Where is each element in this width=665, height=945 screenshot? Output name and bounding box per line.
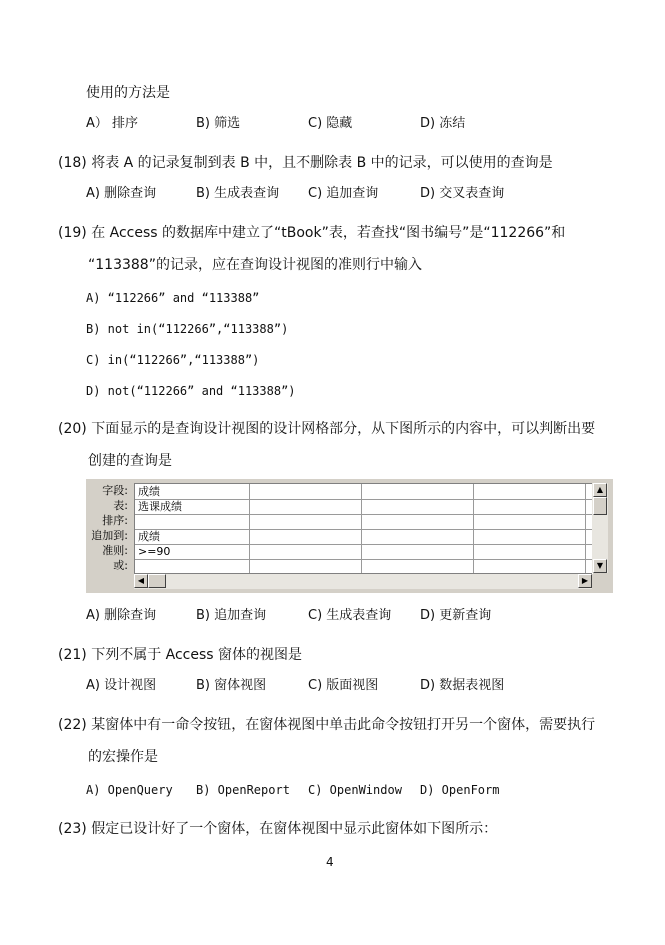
grid-cell[interactable] <box>474 559 586 574</box>
q19-option-c: C) in(“112266”,“113388”) <box>86 353 260 367</box>
q18-option-a: A) 删除查询 <box>86 186 157 201</box>
q18-option-b: B) 生成表查询 <box>196 186 280 201</box>
q22-question-line1: (22) 某窗体中有一命令按钮，在窗体视图中单击此命令按钮打开另一个窗体，需要执行 <box>58 717 596 733</box>
grid-row-sort <box>135 514 593 530</box>
q22-option-c: C) OpenWindow <box>308 783 402 797</box>
grid-cell[interactable] <box>250 544 362 559</box>
grid-cell[interactable] <box>362 484 474 499</box>
scroll-right-icon[interactable]: ▶ <box>578 574 592 588</box>
horizontal-scroll-thumb[interactable] <box>148 574 166 588</box>
q23-question: (23) 假定已设计好了一个窗体，在窗体视图中显示此窗体如下图所示： <box>58 821 498 837</box>
grid-label-criteria: 准则: <box>102 544 128 557</box>
q22-option-a: A) OpenQuery <box>86 783 173 797</box>
grid-cell[interactable] <box>474 544 586 559</box>
grid-cell[interactable] <box>362 499 474 514</box>
q20-option-d: D) 更新查询 <box>420 608 492 623</box>
q20-option-a: A) 删除查询 <box>86 608 157 623</box>
page-number: 4 <box>326 855 334 869</box>
q19-question-line2: “113388”的记录，应在查询设计视图的准则行中输入 <box>88 257 422 273</box>
grid-cell[interactable] <box>362 529 474 544</box>
grid-row-criteria <box>135 544 593 560</box>
q17-option-b: B) 筛选 <box>196 116 241 131</box>
grid-row-field <box>135 484 593 500</box>
grid-cell[interactable] <box>250 514 362 529</box>
grid-cell-table-1[interactable]: 选课成绩 <box>135 499 250 514</box>
scroll-up-icon[interactable]: ▲ <box>593 483 607 497</box>
vertical-scrollbar[interactable] <box>592 483 608 573</box>
q21-option-a: A) 设计视图 <box>86 678 157 693</box>
grid-cell-or-1[interactable] <box>135 559 250 574</box>
q19-question-line1: (19) 在 Access 的数据库中建立了“tBook”表，若查找“图书编号”是“112266”和 <box>58 225 566 241</box>
q20-question-line2: 创建的查询是 <box>88 453 172 469</box>
grid-cell[interactable] <box>362 514 474 529</box>
grid-cell[interactable] <box>250 484 362 499</box>
grid-cell[interactable] <box>250 529 362 544</box>
grid-cell-field-1[interactable]: 成绩 <box>135 484 250 499</box>
grid-row-or <box>135 559 593 574</box>
grid-cell[interactable] <box>474 499 586 514</box>
grid-cell[interactable] <box>362 544 474 559</box>
q17-continuation: 使用的方法是 <box>86 85 170 101</box>
q19-option-b: B) not in(“112266”,“113388”) <box>86 322 289 336</box>
grid-cell[interactable] <box>362 559 474 574</box>
q17-option-d: D) 冻结 <box>420 116 466 131</box>
q18-question: (18) 将表 A 的记录复制到表 B 中，且不删除表 B 中的记录，可以使用的查询是 <box>58 155 553 171</box>
q19-option-d: D) not(“112266” and “113388”) <box>86 384 296 398</box>
grid-label-or: 或: <box>113 559 128 572</box>
grid-label-field: 字段: <box>102 484 128 497</box>
scroll-left-icon[interactable]: ◀ <box>134 574 148 588</box>
grid-cell[interactable] <box>474 484 586 499</box>
q22-option-d: D) OpenForm <box>420 783 500 797</box>
q17-option-a: A） 排序 <box>86 116 139 131</box>
q18-option-d: D) 交叉表查询 <box>420 186 505 201</box>
grid-label-sort: 排序: <box>102 514 128 527</box>
grid-cell[interactable] <box>250 559 362 574</box>
grid-row-table <box>135 499 593 515</box>
grid-cell[interactable] <box>474 514 586 529</box>
q21-option-d: D) 数据表视图 <box>420 678 505 693</box>
scroll-down-icon[interactable]: ▼ <box>593 559 607 573</box>
q17-option-c: C) 隐藏 <box>308 116 353 131</box>
grid-label-append-to: 追加到: <box>91 529 128 542</box>
q19-option-a: A) “112266” and “113388” <box>86 291 260 305</box>
grid-cell-append-to-1[interactable]: 成绩 <box>135 529 250 544</box>
vertical-scroll-thumb[interactable] <box>593 497 607 515</box>
q20-question-line1: (20) 下面显示的是查询设计视图的设计网格部分，从下图所示的内容中，可以判断出要 <box>58 421 596 437</box>
grid-label-table: 表: <box>113 499 128 512</box>
grid-cell[interactable] <box>250 499 362 514</box>
q21-option-b: B) 窗体视图 <box>196 678 267 693</box>
query-design-grid <box>86 479 613 593</box>
q20-option-b: B) 追加查询 <box>196 608 267 623</box>
grid-cell[interactable] <box>474 529 586 544</box>
q18-option-c: C) 追加查询 <box>308 186 379 201</box>
grid-cell-sort-1[interactable] <box>135 514 250 529</box>
grid-row-append-to <box>135 529 593 545</box>
q20-option-c: C) 生成表查询 <box>308 608 392 623</box>
grid-cell-criteria-1[interactable]: >=90 <box>135 544 250 559</box>
q21-question: (21) 下列不属于 Access 窗体的视图是 <box>58 647 303 663</box>
horizontal-scrollbar[interactable] <box>134 573 592 589</box>
q21-option-c: C) 版面视图 <box>308 678 379 693</box>
q22-option-b: B) OpenReport <box>196 783 290 797</box>
grid-row-labels <box>86 483 130 573</box>
q22-question-line2: 的宏操作是 <box>88 749 158 765</box>
grid-cells <box>134 483 593 574</box>
